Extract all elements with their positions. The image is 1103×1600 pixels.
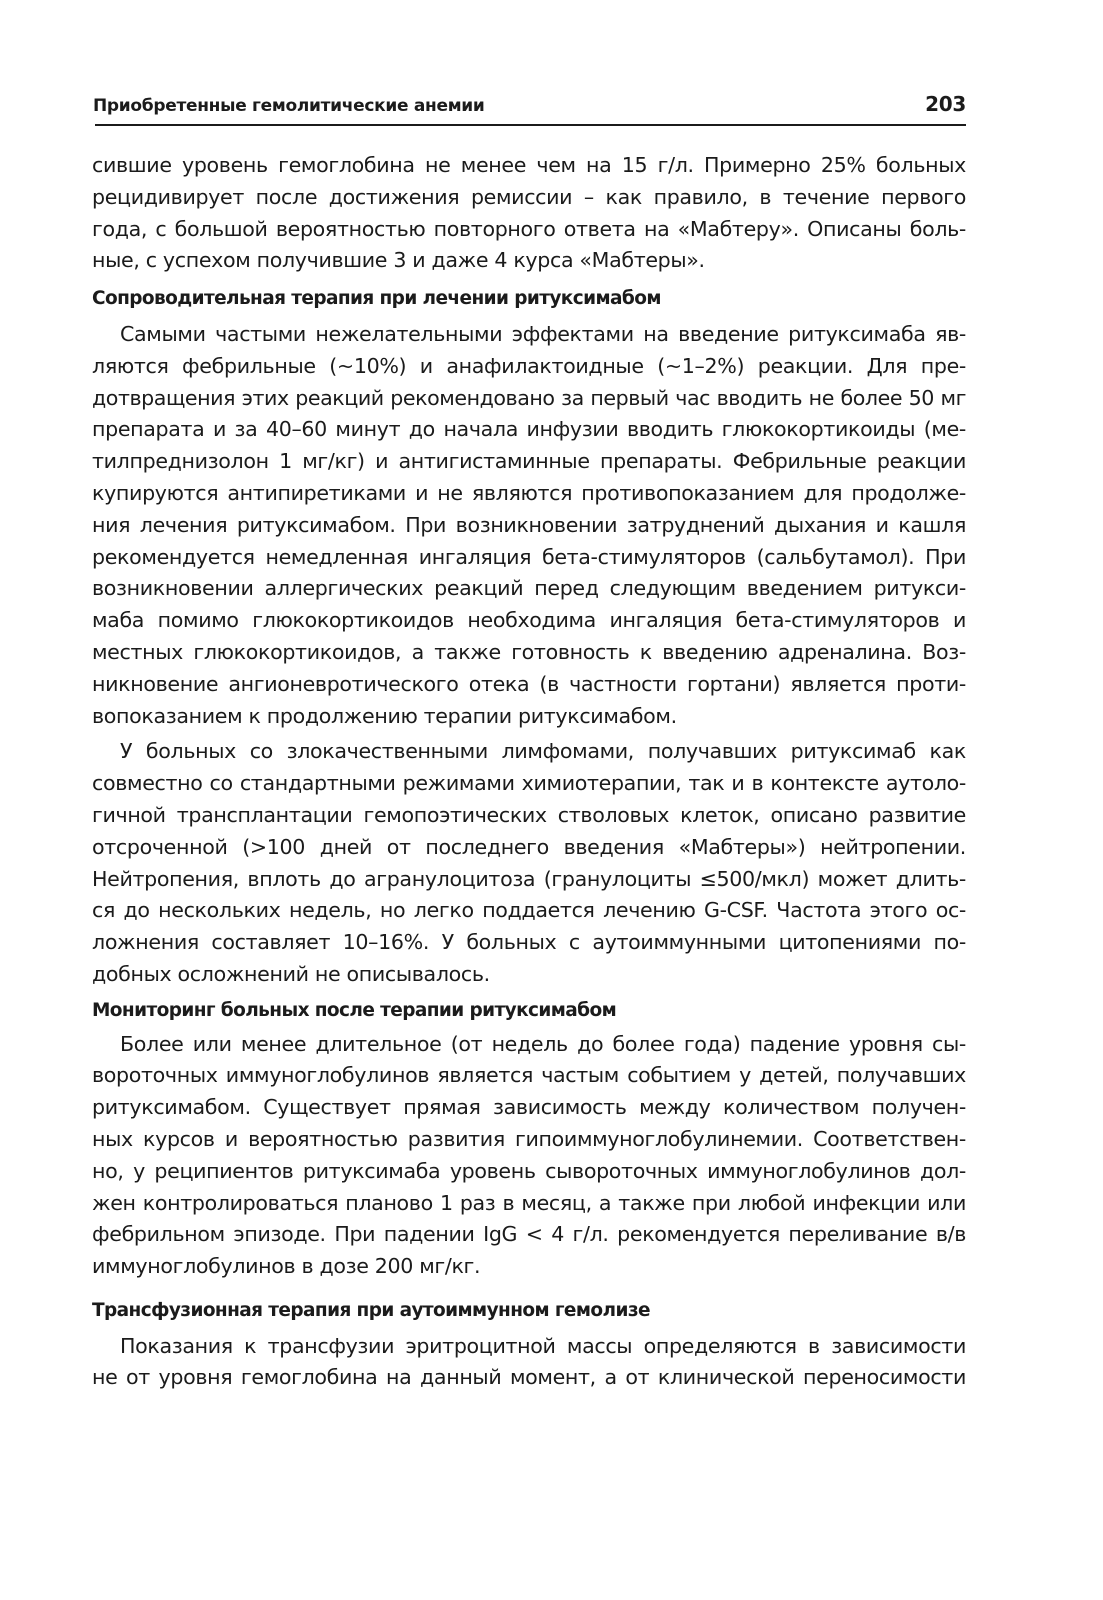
text-line: отсроченной (>100 дней от последнего введения «Мабтеры») нейтропении. xyxy=(92,834,966,859)
text-line: но, у реципиентов ритуксимаба уровень сывороточных иммуноглобулинов дол- xyxy=(92,1158,966,1183)
text-line: никновение ангионевротического отека (в частности гортани) является проти- xyxy=(92,671,966,696)
header-rule xyxy=(95,124,966,126)
text-line: ложнения составляет 10–16%. У больных с аутоиммунными цитопениями по- xyxy=(92,930,966,955)
text-line: совместно со стандартными режимами химиотерапии, так и в контексте аутоло- xyxy=(92,771,966,796)
paragraph xyxy=(92,319,966,732)
text-line: жен контролироваться планово 1 раз в месяц, а также при любой инфекции или xyxy=(92,1190,966,1215)
running-header xyxy=(93,92,966,116)
section-heading-transfusion: Трансфузионная терапия при аутоиммунном гемолизе xyxy=(92,1299,650,1321)
text-line: ния лечения ритуксимабом. При возникновении затруднений дыхания и кашля xyxy=(92,512,966,537)
text-line: года, с большой вероятностью повторного ответа на «Мабтеру». Описаны боль- xyxy=(92,216,966,241)
text-line: У больных со злокачественными лимфомами, получавших ритуксимаб как xyxy=(120,739,966,764)
paragraph xyxy=(92,1331,966,1395)
text-line: Показания к трансфузии эритроцитной массы определяются в зависимости xyxy=(120,1333,966,1358)
text-line: добных осложнений не описывалось. xyxy=(92,961,490,986)
text-line: маба помимо глюкокортикоидов необходима ингаляция бета-стимуляторов и xyxy=(92,608,966,633)
section-heading-supportive-therapy: Сопроводительная терапия при лечении ритуксимабом xyxy=(92,288,661,310)
text-line: иммуноглобулинов в дозе 200 мг/кг. xyxy=(92,1254,481,1279)
paragraph xyxy=(92,1029,966,1283)
text-line: гичной трансплантации гемопоэтических стволовых клеток, описано развитие xyxy=(92,802,966,827)
text-line: сившие уровень гемоглобина не менее чем на 15 г/л. Примерно 25% больных xyxy=(92,153,966,177)
text-line: не от уровня гемоглобина на данный момент, а от клинической переносимости xyxy=(92,1365,966,1390)
text-line: рецидивирует после достижения ремиссии – как правило, в течение первого xyxy=(92,184,966,209)
paragraph xyxy=(92,736,966,990)
body-text xyxy=(92,150,966,1394)
text-line: ритуксимабом. Существует прямая зависимость между количеством получен- xyxy=(92,1095,966,1120)
text-line: купируются антипиретиками и не являются противопоказанием для продолже- xyxy=(92,480,966,505)
text-line: ных курсов и вероятностью развития гипоиммуноглобулинемии. Соответствен- xyxy=(92,1126,966,1151)
intro-paragraph xyxy=(92,150,966,277)
page-number: 203 xyxy=(925,92,966,116)
text-line: фебрильном эпизоде. При падении IgG < 4 г/л. рекомендуется переливание в/в xyxy=(92,1222,966,1247)
text-line: препарата и за 40–60 минут до начала инфузии вводить глюкокортикоиды (ме- xyxy=(92,417,966,442)
text-line: местных глюкокортикоидов, а также готовность к введению адреналина. Воз- xyxy=(92,639,966,664)
text-line: рекомендуется немедленная ингаляция бета-стимуляторов (сальбутамол). При xyxy=(92,544,966,569)
text-line: ные, с успехом получившие 3 и даже 4 курса «Мабтеры». xyxy=(92,248,705,273)
text-line: Самыми частыми нежелательными эффектами на введение ритуксимаба яв- xyxy=(120,321,966,346)
text-line: дотвращения этих реакций рекомендовано за первый час вводить не более 50 мг xyxy=(92,385,966,410)
text-line: ся до нескольких недель, но легко поддается лечению G-CSF. Частота этого ос- xyxy=(92,898,966,923)
text-line: Нейтропения, вплоть до агранулоцитоза (гранулоциты ≤500/мкл) может длить- xyxy=(92,866,966,891)
text-line: ляются фебрильные (~10%) и анафилактоидные (~1–2%) реакции. Для пре- xyxy=(92,353,966,378)
text-line: вороточных иммуноглобулинов является частым событием у детей, получавших xyxy=(92,1063,966,1088)
running-title: Приобретенные гемолитические анемии xyxy=(93,96,485,116)
text-line: вопоказанием к продолжению терапии ритуксимабом. xyxy=(92,703,677,728)
text-line: Более или менее длительное (от недель до более года) падение уровня сы- xyxy=(120,1031,966,1056)
text-line: возникновении аллергических реакций перед следующим введением ритукси- xyxy=(92,576,966,601)
section-heading-monitoring: Мониторинг больных после терапии ритуксимабом xyxy=(92,999,617,1021)
text-line: тилпреднизолон 1 мг/кг) и антигистаминные препараты. Фебрильные реакции xyxy=(92,449,966,474)
